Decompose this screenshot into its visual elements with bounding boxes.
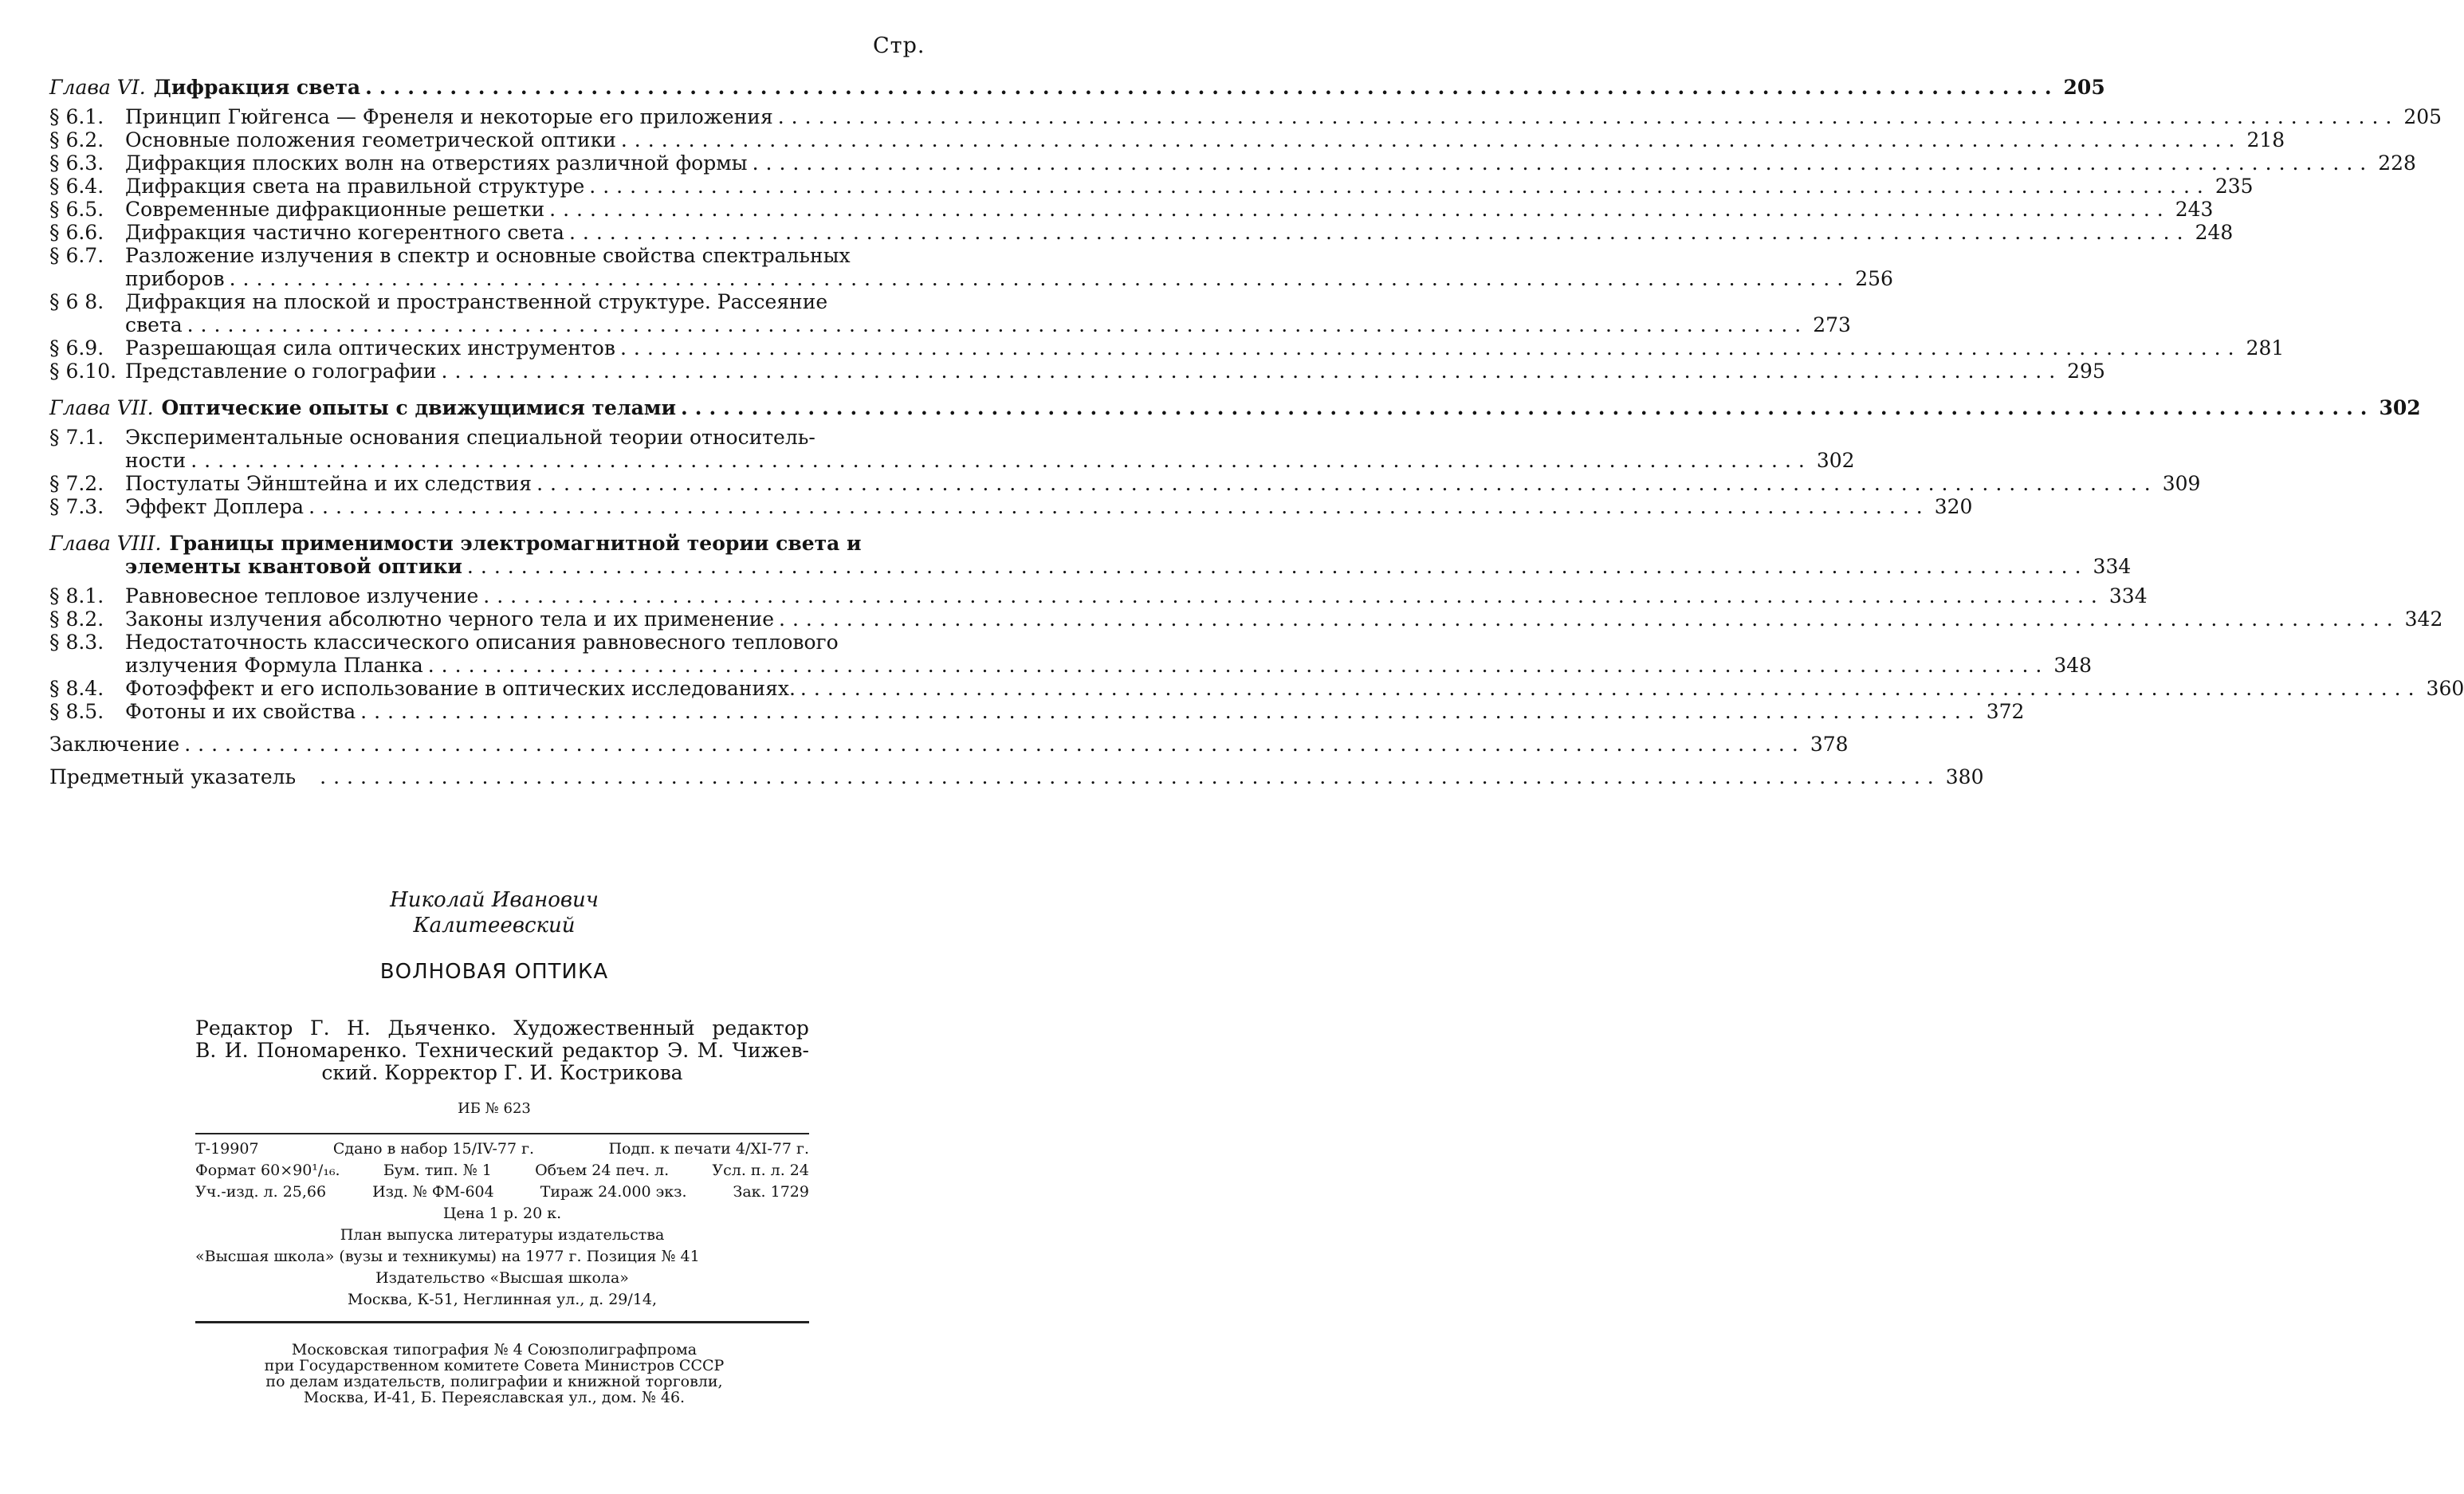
leader-dots: ........................................................................................................................ (184, 733, 1806, 756)
page-number: 218 (2246, 128, 2285, 151)
toc-entry (49, 607, 2443, 631)
leader-dots: ........................................................................................................................ (549, 198, 2171, 221)
section-title: Законы излучения абсолютно черного тела и их применение (125, 607, 775, 631)
section-title-line1: Дифракция на плоской и пространственной структуре. Рассеяние (125, 290, 828, 313)
imprint-publisher: Издательство «Высшая школа» (375, 1269, 629, 1287)
leader-dots: ........................................................................................................................ (752, 151, 2374, 175)
section-title: Современные дифракционные решетки (125, 198, 545, 221)
page-number: 243 (2175, 198, 2214, 221)
section-title-line1: Экспериментальные основания специальной теории относитель- (125, 426, 815, 449)
toc-conclusion (49, 733, 1849, 756)
section-title: Постулаты Эйнштейна и их следствия (125, 472, 532, 495)
page-number: 360 (2426, 677, 2464, 700)
conclusion-title: Заключение (49, 733, 180, 756)
imprint-address: Москва, К-51, Неглинная ул., д. 29/14, (347, 1291, 657, 1308)
imprint-line: Уч.-изд. л. 25,66 Изд. № ФМ-604 Тираж 24.000 экз. Зак. 1729 (195, 1183, 809, 1201)
author-first-name: Николай Иванович (390, 888, 599, 912)
section-number: § 8.1. (49, 584, 104, 607)
toc-entry (49, 700, 2025, 723)
page-number: 248 (2195, 221, 2234, 244)
section-number: § 6.4. (49, 175, 104, 198)
toc-entry-continuation (49, 449, 1855, 472)
imprint-line: План выпуска литературы издательства (340, 1226, 665, 1244)
page-number: 235 (2214, 175, 2254, 198)
section-title-line2: ности (125, 449, 187, 472)
page-number: 205 (2063, 76, 2105, 99)
leader-dots: ........................................................................................................................ (483, 584, 2104, 607)
section-title: Дифракция плоских волн на отверстиях различной формы (125, 151, 748, 175)
toc-entry-continuation (49, 267, 1893, 290)
section-number: § 6.10. (49, 360, 117, 383)
section-title: Дифракция света на правильной структуре (125, 175, 585, 198)
chapter-prefix: Глава VII. (49, 396, 154, 419)
leader-dots: ........................................................................................................................ (191, 449, 1812, 472)
section-number: § 6.1. (49, 105, 104, 128)
section-title: Фотоэффект и его использование в оптических исследованиях. (125, 677, 796, 700)
leader-dots: ........................................................................................................................ (466, 555, 2089, 578)
section-title: Дифракция частично когерентного света (125, 221, 564, 244)
toc-entry (49, 336, 2285, 360)
page-number: 256 (1855, 267, 1893, 290)
chapter-title-line2: элементы квантовой оптики (125, 555, 462, 578)
section-title: Принцип Гюйгенса — Френеля и некоторые его приложения (125, 105, 773, 128)
page-column-header: Стр. (873, 33, 925, 58)
leader-dots: ........................................................................................................................ (365, 76, 2059, 99)
leader-dots: ........................................................................................................................ (779, 607, 2400, 631)
toc-entry (49, 472, 2201, 495)
imprint-price: Цена 1 р. 20 к. (442, 1205, 562, 1222)
editors-line-2: В. И. Пономаренко. Технический редактор Э. М. Чижев- (195, 1039, 809, 1062)
page-number: 320 (1934, 495, 1973, 518)
section-title-line1: Недостаточность классического описания равновесного теплового (125, 631, 839, 654)
leader-dots: ........................................................................................................................ (360, 700, 1982, 723)
toc-chapter-8-continuation (49, 555, 2132, 578)
section-title: Фотоны и их свойства (125, 700, 356, 723)
section-title: Представление о голографии (125, 360, 437, 383)
section-number: § 6.7. (49, 244, 104, 267)
chapter-prefix: Глава VIII. (49, 532, 162, 555)
toc-entry (49, 244, 910, 267)
chapter-prefix: Глава VI. (49, 76, 146, 99)
page-number: 273 (1813, 313, 1851, 336)
imprint-line: «Высшая школа» (вузы и техникумы) на 1977 г. Позиция № 41 (195, 1248, 700, 1265)
page-number: 372 (1986, 700, 2025, 723)
divider (195, 1133, 809, 1134)
leader-dots: ........................................................................................................................ (308, 495, 1930, 518)
section-title: Разрешающая сила оптических инструментов (125, 336, 615, 360)
section-number: § 7.1. (49, 426, 104, 449)
page-number: 348 (2053, 654, 2093, 677)
page-number: 228 (2378, 151, 2416, 175)
leader-dots: ........................................................................................................................ (441, 360, 2063, 383)
table-of-contents (49, 62, 2464, 788)
page-number: 302 (2379, 396, 2421, 419)
leader-dots: ........................................................................................................................ (620, 128, 2242, 151)
toc-entry (49, 495, 1973, 518)
subject-index-title: Предметный указатель (49, 765, 297, 788)
toc-entry (49, 128, 2285, 151)
section-title-line2: излучения Формула Планка (125, 654, 423, 677)
page-number: 378 (1810, 733, 1849, 756)
page-number: 334 (2108, 584, 2148, 607)
page-number: 309 (2162, 472, 2201, 495)
page-number: 295 (2067, 360, 2105, 383)
toc-entry (49, 426, 910, 449)
section-title-line2: света (125, 313, 183, 336)
toc-entry (49, 151, 2416, 175)
page-number: 302 (1816, 449, 1855, 472)
section-number: § 6.3. (49, 151, 104, 175)
leader-dots: ........................................................................................................................ (777, 105, 2399, 128)
toc-entry (49, 105, 2442, 128)
editors-block (195, 1017, 809, 1084)
toc-chapter-8 (49, 532, 910, 555)
page-number: 342 (2404, 607, 2443, 631)
leader-dots: ........................................................................................................................ (427, 654, 2049, 677)
toc-subject-index (49, 765, 1984, 788)
section-number: § 8.3. (49, 631, 104, 654)
section-number: § 7.2. (49, 472, 104, 495)
section-number: § 8.5. (49, 700, 104, 723)
divider (195, 1321, 809, 1323)
section-title: Эффект Доплера (125, 495, 305, 518)
leader-dots: ........................................................................................................................ (568, 221, 2191, 244)
page-number: 334 (2093, 555, 2132, 578)
leader-dots: ........................................................................................................................ (619, 336, 2242, 360)
section-number: § 6 8. (49, 290, 104, 313)
page-number: 380 (1945, 765, 1984, 788)
toc-entry-continuation (49, 654, 2093, 677)
toc-entry-continuation (49, 313, 1851, 336)
author-last-name: Калитеевский (413, 914, 576, 938)
leader-dots: ........................................................................................................................ (589, 175, 2211, 198)
section-number: § 6.6. (49, 221, 104, 244)
section-title: Равновесное тепловое излучение (125, 584, 479, 607)
section-number: § 6.2. (49, 128, 104, 151)
leader-dots: ........................................................................................................................ (536, 472, 2158, 495)
toc-entry (49, 198, 2214, 221)
page-number: 281 (2246, 336, 2285, 360)
printer-block: Московская типография № 4 Союзполиграфпрома при Государственном комитете Совета Министров СССР по делам издательств, полиграфии и книжной торговли, Москва, И-41, Б. Переяславская ул., дом. № 46. (264, 1341, 725, 1406)
ib-number: ИБ № 623 (458, 1100, 531, 1117)
section-title-line1: Разложение излучения в спектр и основные свойства спектральных (125, 244, 851, 267)
toc-entry (49, 584, 2148, 607)
editors-line-1: Редактор Г. Н. Дьяченко. Художественный редактор (195, 1016, 809, 1040)
toc-chapter-6 (49, 76, 2105, 99)
section-title-line2: приборов (125, 267, 225, 290)
section-number: § 7.3. (49, 495, 104, 518)
toc-entry (49, 175, 2254, 198)
chapter-title-line1: Границы применимости электромагнитной теории света и (169, 532, 862, 555)
imprint-line: Формат 60×90¹/₁₆. Бум. тип. № 1 Объем 24 печ. л. Усл. п. л. 24 (195, 1162, 809, 1179)
leader-dots: ........................................................................................................................ (320, 765, 1941, 788)
leader-dots: ........................................................................................................................ (187, 313, 1809, 336)
page-number: 205 (2403, 105, 2442, 128)
toc-entry (49, 290, 910, 313)
imprint-block (195, 1138, 809, 1311)
toc-entry (49, 631, 910, 654)
leader-dots: ........................................................................................................................ (681, 396, 2375, 419)
section-number: § 6.5. (49, 198, 104, 221)
section-number: § 8.2. (49, 607, 104, 631)
chapter-title: Оптические опыты с движущимися телами (161, 396, 677, 419)
book-title: ВОЛНОВАЯ ОПТИКА (379, 960, 609, 984)
editors-line-3: ский. Корректор Г. И. Кострикова (321, 1061, 683, 1084)
toc-entry (49, 677, 2464, 700)
toc-chapter-7 (49, 396, 2421, 419)
section-number: § 6.9. (49, 336, 104, 360)
imprint-line: Т-19907 Сдано в набор 15/IV-77 г. Подп. к печати 4/XI-77 г. (195, 1140, 809, 1158)
toc-entry (49, 221, 2234, 244)
section-title: Основные положения геометрической оптики (125, 128, 616, 151)
toc-entry (49, 360, 2105, 383)
chapter-title: Дифракция света (153, 76, 361, 99)
leader-dots: ........................................................................................................................ (800, 677, 2422, 700)
leader-dots: ........................................................................................................................ (229, 267, 1851, 290)
section-number: § 8.4. (49, 677, 104, 700)
